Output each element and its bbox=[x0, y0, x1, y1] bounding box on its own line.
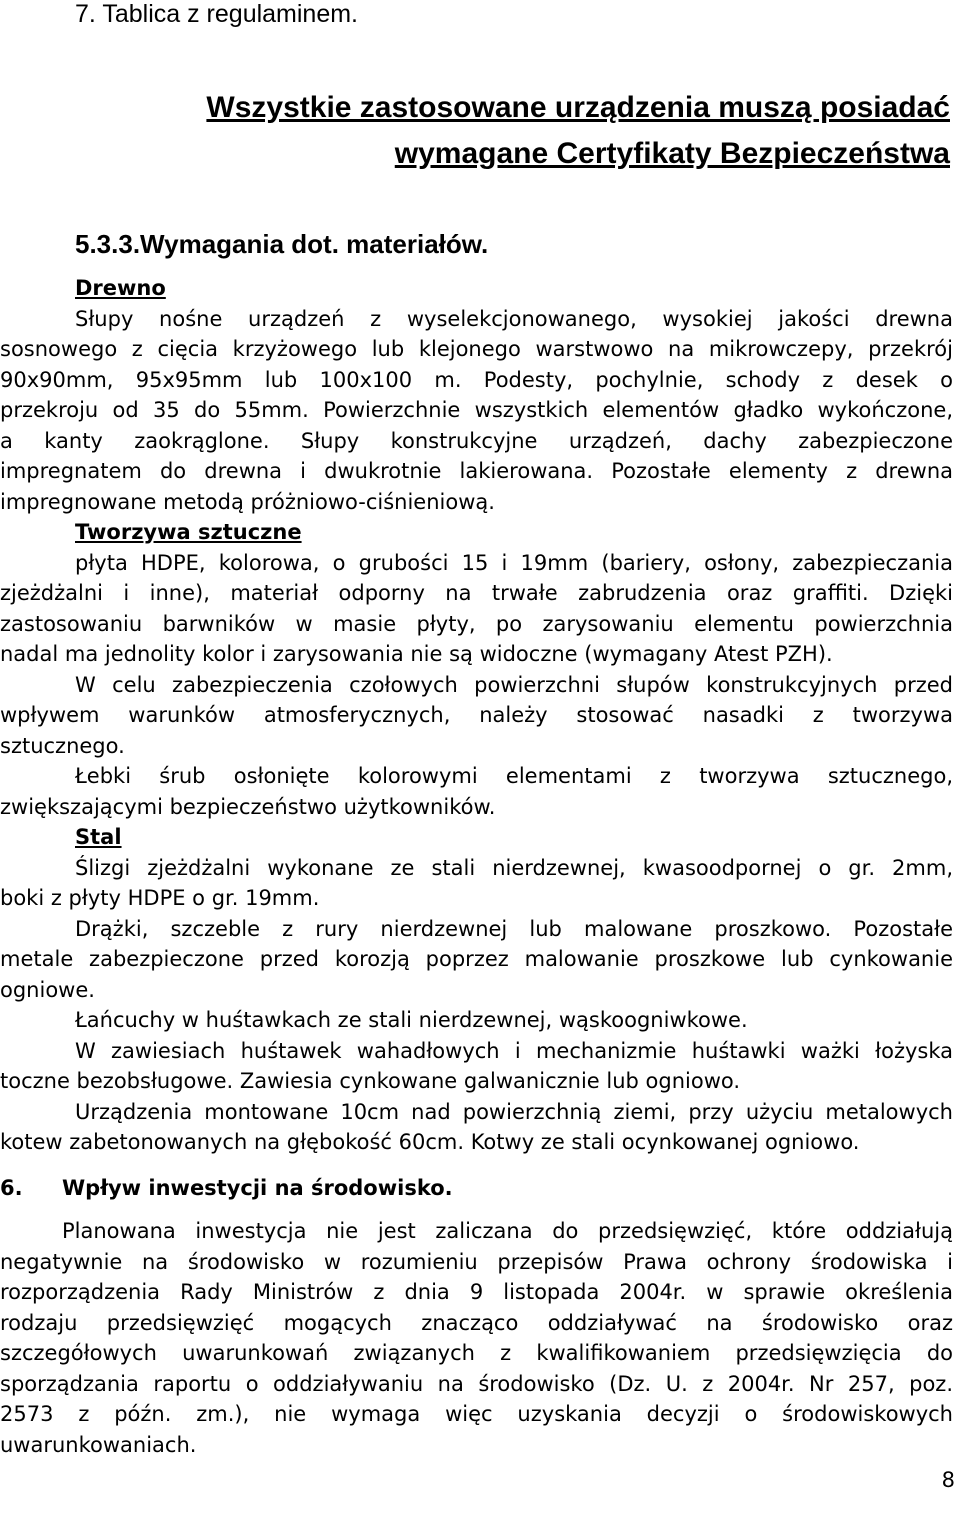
section-6-text-line: 2573 z późn. zm.), nie wymaga więc uzyskania decyzji o środowiskowych bbox=[0, 1402, 953, 1426]
plastic-text-line: płyta HDPE, kolorowa, o grubości 15 i 19mm (bariery, osłony, zabezpieczania bbox=[75, 550, 953, 575]
section-6-body bbox=[0, 1216, 953, 1460]
steel-text-line: Urządzenia montowane 10cm nad powierzchnią ziemi, przy użyciu metalowych bbox=[75, 1099, 953, 1124]
steel-text-line: toczne bezobsługowe. Zawiesia cynkowane galwanicznie lub ogniowo. bbox=[0, 1069, 741, 1093]
section-6-text-line: sporządzania raportu o oddziaływaniu na środowisko (Dz. U. z 2004r. Nr 257, poz. bbox=[0, 1371, 953, 1396]
steel-text-line: Łańcuchy w huśtawkach ze stali nierdzewnej, wąskoogniwkowe. bbox=[75, 1008, 748, 1032]
section-6-heading bbox=[0, 1173, 953, 1203]
plastic-text-line: zjeżdżalni i inne), materiał odporny na trwałe zabrudzenia oraz graffiti. Dzięki bbox=[0, 581, 953, 605]
steel-text-line: W zawiesiach huśtawek wahadłowych i mechanizmie huśtawki ważki łożyska bbox=[75, 1038, 953, 1063]
section-6-text-line: szczegółowych uwarunkowań związanych z kwalifikowaniem przedsięwzięcia do bbox=[0, 1341, 953, 1365]
steel-text-line: boki z płyty HDPE o gr. 19mm. bbox=[0, 886, 320, 910]
notice-line: wymagane Certyfikaty Bezpieczeństwa bbox=[394, 137, 950, 170]
plastic-text-line: zastosowaniu barwników w masie płyty, po zarysowaniu elementu powierzchnia bbox=[0, 611, 953, 636]
page-number: 8 bbox=[941, 1468, 955, 1492]
plastic-text-line: sztucznego. bbox=[0, 733, 125, 758]
wood-text-line: impregnatem do drewna i dwukrotnie lakierowana. Pozostałe elementy z drewna bbox=[0, 459, 953, 483]
steel-text-line: metale zabezpieczone przed korozją poprzez malowanie proszkowe lub cynkowanie bbox=[0, 947, 953, 971]
plastic-text-line: W celu zabezpieczenia czołowych powierzchni słupów konstrukcyjnych przed bbox=[75, 672, 953, 697]
plastic-title: Tworzywa sztuczne bbox=[75, 520, 302, 544]
section-6-title: Wpływ inwestycji na środowisko. bbox=[62, 1176, 453, 1200]
plastic-text-line: zwiększającymi bezpieczeństwo użytkowników. bbox=[0, 794, 496, 819]
plastic-text-line: wpływem warunków atmosferycznych, należy stosować nasadki z tworzywa bbox=[0, 703, 953, 727]
materials-section bbox=[0, 273, 953, 1158]
section-6-number: 6. bbox=[0, 1176, 23, 1200]
wood-text-line: 90x90mm, 95x95mm lub 100x100 m. Podesty, pochylnie, schody z desek o bbox=[0, 367, 953, 392]
section-6-text-line: Planowana inwestycja nie jest zaliczana do przedsięwzięć, które oddziałują bbox=[62, 1219, 953, 1243]
section-6-text-line: rodzaju przedsięwzięć mogących znacząco oddziaływać na środowisko oraz bbox=[0, 1310, 953, 1335]
steel-text-line: ogniowe. bbox=[0, 977, 95, 1002]
list-item-heading: 7. Tablica z regulaminem. bbox=[75, 0, 359, 28]
wood-text-line: impregnowane metodą próżniowo-ciśnieniową. bbox=[0, 489, 495, 514]
wood-text-line: sosnowego z cięcia krzyżowego lub klejonego warstwowo na mikrowczepy, przekrój bbox=[0, 337, 953, 361]
plastic-text-line: nadal ma jednolity kolor i zarysowania nie są widoczne (wymagany Atest PZH). bbox=[0, 642, 833, 666]
section-6-text-line: uwarunkowaniach. bbox=[0, 1432, 197, 1457]
steel-title: Stal bbox=[75, 825, 122, 849]
plastic-text-line: Łebki śrub osłonięte kolorowymi elementami z tworzywa sztucznego, bbox=[75, 764, 953, 788]
wood-text-line: przekroju od 35 do 55mm. Powierzchnie wszystkich elementów gładko wykończone, bbox=[0, 398, 953, 422]
section-heading: 5.3.3.Wymagania dot. materiałów. bbox=[75, 229, 489, 259]
wood-text-line: Słupy nośne urządzeń z wyselekcjonowanego, wysokiej jakości drewna bbox=[75, 306, 953, 331]
steel-text-line: Ślizgi zjeżdżalni wykonane ze stali nierdzewnej, kwasoodpornej o gr. 2mm, bbox=[75, 855, 953, 880]
steel-text-line: Drążki, szczeble z rury nierdzewnej lub malowane proszkowo. Pozostałe bbox=[75, 916, 953, 941]
section-6-text-line: negatywnie na środowisko w rozumieniu przepisów Prawa ochrony środowiska i bbox=[0, 1249, 953, 1274]
wood-title: Drewno bbox=[75, 276, 166, 300]
steel-text-line: kotew zabetonowanych na głębokość 60cm. Kotwy ze stali ocynkowanej ogniowo. bbox=[0, 1130, 860, 1154]
wood-text-line: a kanty zaokrąglone. Słupy konstrukcyjne urządzeń, dachy zabezpieczone bbox=[0, 428, 953, 453]
notice-line: Wszystkie zastosowane urządzenia muszą posiadać bbox=[206, 91, 950, 124]
certificate-notice bbox=[90, 85, 950, 177]
section-6-text-line: rozporządzenia Rady Ministrów z dnia 9 listopada 2004r. w sprawie określenia bbox=[0, 1280, 953, 1304]
